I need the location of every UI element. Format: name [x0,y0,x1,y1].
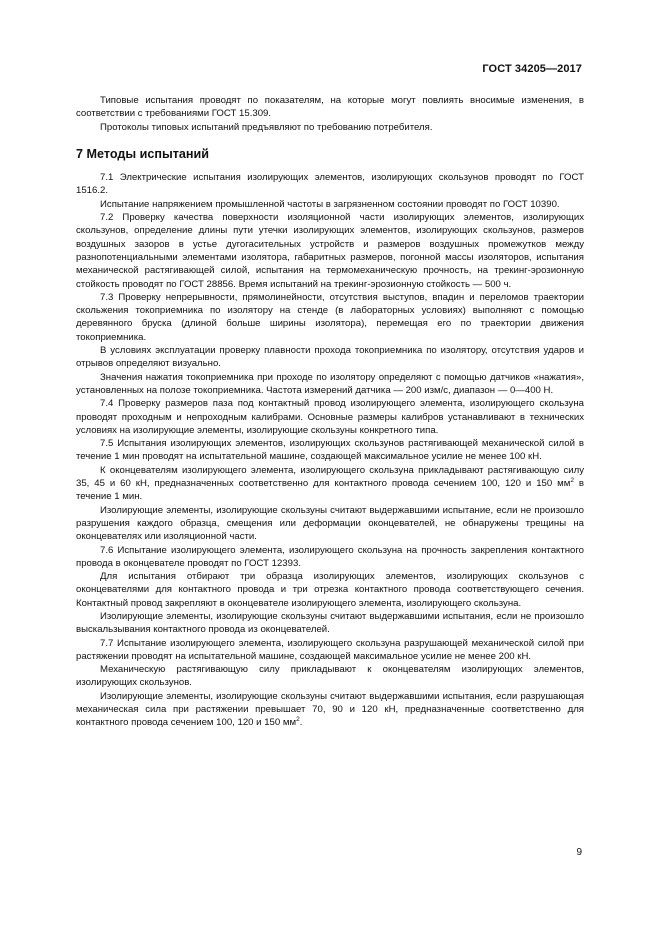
body-paragraph [76,504,584,544]
body-paragraph [76,397,584,437]
paragraph-text: 7.6 Испытание изолирующего элемента, изолирующего скользуна на прочность закрепления контактного провода в оконцевателе проводят по ГОСТ 12393. [76,544,584,569]
paragraph-text: 7.7 Испытание изолирующего элемента, изолирующего скользуна разрушающей механической силой при растяжении проводят на испытательной машине, создающей максимальное усилие не менее 200 кН. [76,637,584,662]
paragraph-text: 7.4 Проверку размеров паза под контактный провод изолирующего элемента, изолирующего скользуна проводят проходным и непроходным калибрами. Основные размеры калибров устанавливают в технических условиях на изолирующие элементы, изолирующие скользуны конкретного типа. [76,398,584,436]
paragraph-text: Изолирующие элементы, изолирующие скользуны считают выдержавшими испытания, если не произошло выскальзывания контактного провода из оконцевателей. [76,610,584,636]
paragraph-text: К оконцевателям изолирующего элемента, изолирующего скользуна прикладывают растягивающую силу 35, 45 и 60 кН, предназначенных соответственно для контактного провода сечением 100, 120 и 150 мм [76,464,584,490]
paragraph-text: Значения нажатия токоприемника при проходе по изолятору определяют с помощью датчиков «нажатия», установленных на полозе токоприемника. Частота измерений датчика — 200 изм/с, диапазон — 0—400 Н. [76,371,584,396]
intro-paragraph: Типовые испытания проводят по показателям, на которые могут повлиять вносимые изменения, в соответствии с требованиями ГОСТ 15.309. [76,95,584,120]
page-number: 9 [576,847,582,858]
body-paragraph [76,211,584,291]
paragraph-tail: в течение 1 мин. [76,478,584,503]
section-heading [76,148,584,161]
paragraph-text: Механическую растягивающую силу прикладывают к оконцевателям изолирующих элементов, изолирующих скользунов. [76,664,584,689]
paragraph-text: 7.3 Проверку непрерывности, прямолинейности, отсутствия выступов, впадин и переломов траектории скольжения токоприемника по изолятору на стенде (в лабораторных условиях) выполняют с помощью деревянного бруска (длиной больше ширины изолятора), перемещая его по траектории движения токоприемника. [76,291,584,343]
superscript: 2 [570,476,574,484]
body-paragraph [76,570,584,610]
body-paragraph [76,291,584,344]
body-paragraph [76,690,584,730]
paragraph-text: Изолирующие элементы, изолирующие скользуны считают выдержавшими испытания, если разрушающая механическая сила при растяжении превышает 70, 90 и 120 кН, предназначенные соответственно для контактного провода сечением 100, 120 и 150 мм [76,690,584,729]
paragraph-text: Для испытания отбирают три образца изолирующих элементов, изолирующих скользунов с оконцевателями для контактного провода и три отрезка контактного провода соответствующего сечения. Контактный провод закрепляют в оконцевателе изолирующего элемента, изолирующего скользуна. [76,571,584,609]
body-paragraph [76,663,584,690]
superscript: 2 [296,716,300,724]
paragraph-text: 7.1 Электрические испытания изолирующих элементов, изолирующих скользунов проводят по ГОСТ 1516.2. [76,172,584,197]
document-code: ГОСТ 34205—2017 [482,63,582,75]
paragraph-text: Изолирующие элементы, изолирующие скользуны считают выдержавшими испытание, если не произошло разрушения каждого образца, смещения или деформации оконцевателей, не обнаружены трещины на оконцевателях или изоляционной части. [76,504,584,543]
body-paragraph [76,437,584,464]
section-paragraphs [76,171,584,729]
body-paragraph [76,544,584,571]
paragraph-text: 7.5 Испытания изолирующих элементов, изолирующих скользунов растягивающей механической силой в течение 1 мин проводят на испытательной машине, создающей максимальное усилие не менее 100 кН. [76,438,584,463]
section-title: Методы испытаний [86,146,209,161]
body-paragraph [76,198,584,211]
paragraph-tail: . [299,717,303,729]
paragraph-text: В условиях эксплуатации проверку плавности прохода токоприемника по изолятору, отсутствия ударов и отрывов определяют визуально. [76,345,584,370]
document-body [76,94,584,730]
body-paragraph [76,464,584,504]
paragraph-text: 7.2 Проверку качества поверхности изоляционной части изолирующих элементов, изолирующих скользунов, определение длины пути утечки изолирующих элементов, изолирующих скользунов, размеров воздушных зазоров в устье дугогасительных устройств и размеров воздушных промежутков между разнопотенциальными элементами изолятора, габаритных размеров, погонной массы изоляторов, испытания механической растягивающей силой, испытания на термомеханическую прочность, на трекинг-эрозионную стойкость проводят по ГОСТ 28856. Время испытаний на трекинг-эрозионную стойкость — 500 ч. [76,212,584,290]
intro-paragraph: Протоколы типовых испытаний предъявляют по требованию потребителя. [100,121,433,133]
body-paragraph [76,344,584,371]
body-paragraph [76,371,584,398]
body-paragraph [76,610,584,637]
section-number: 7 [76,146,84,161]
paragraph-text: Испытание напряжением промышленной частоты в загрязненном состоянии проводят по ГОСТ 10390. [100,198,560,210]
body-paragraph [76,171,584,198]
body-paragraph [76,637,584,664]
